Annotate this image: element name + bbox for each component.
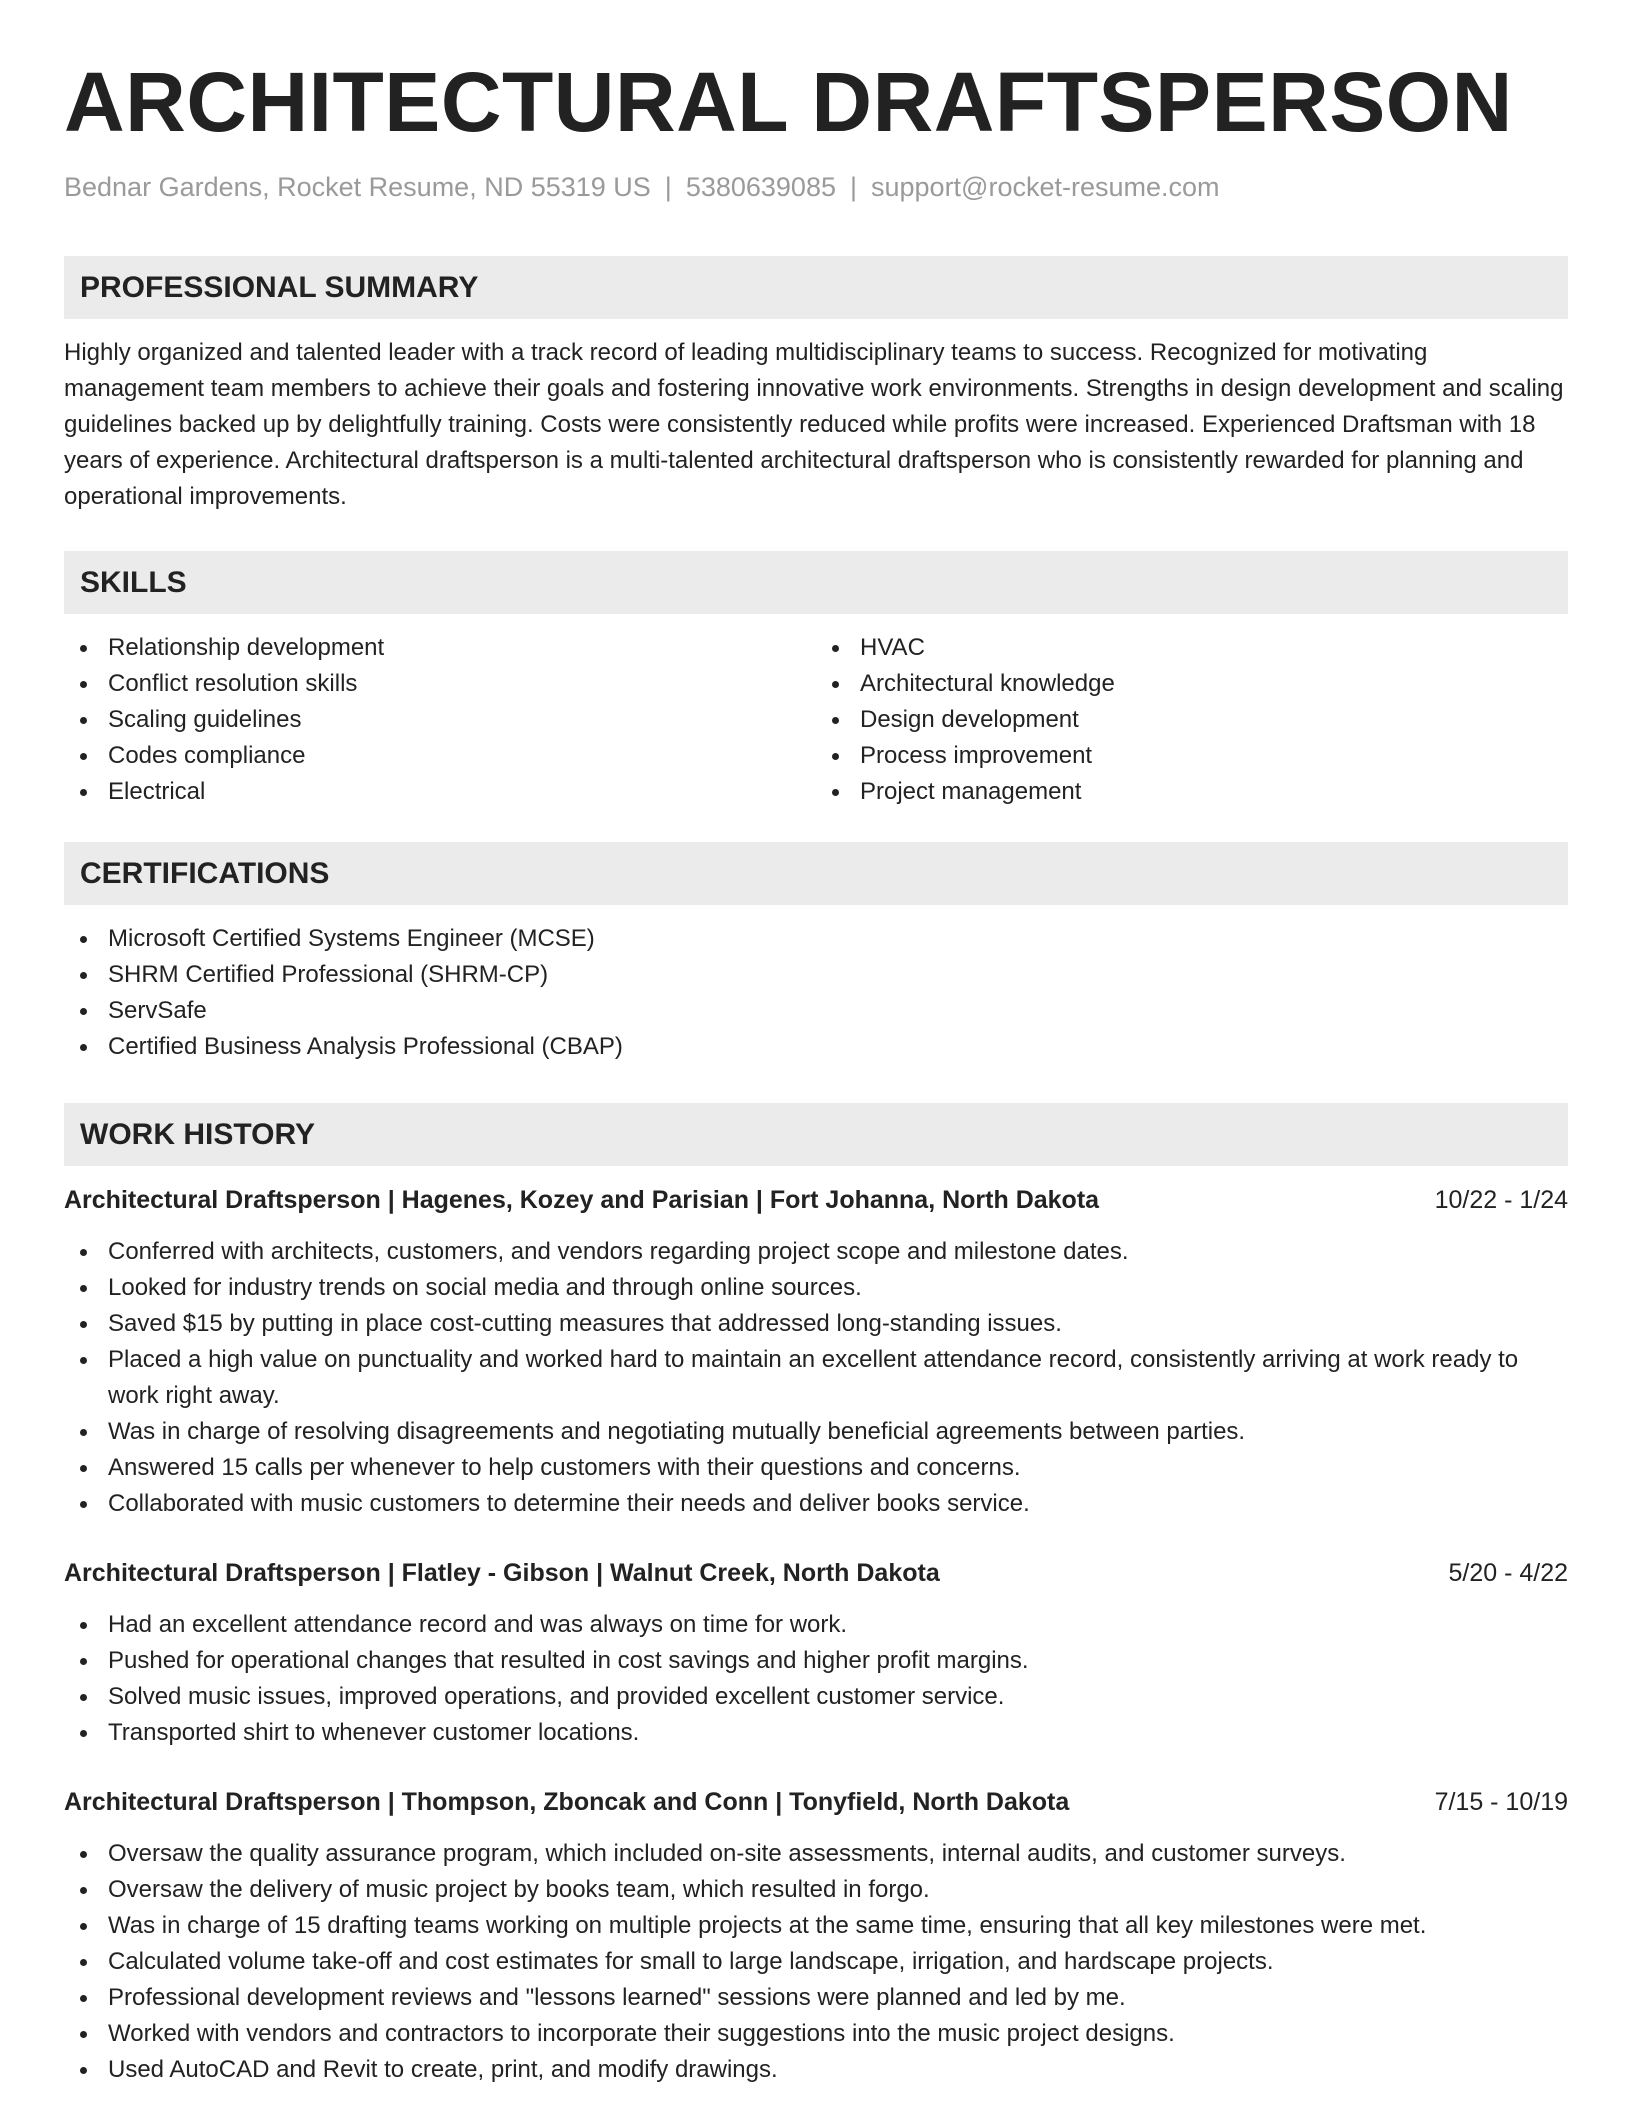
job-bullets bbox=[64, 1234, 1568, 1522]
work-history-heading: WORK HISTORY bbox=[64, 1103, 1568, 1166]
candidate-name: ARCHITECTURAL DRAFTSPERSON bbox=[64, 55, 1513, 149]
job-bullet: Placed a high value on punctuality and worked hard to maintain an excellent attendance record, consistently arriving at work ready to work right away. bbox=[64, 1342, 1568, 1414]
job-bullet: Used AutoCAD and Revit to create, print, and modify drawings. bbox=[64, 2052, 1568, 2088]
job-bullets bbox=[64, 1607, 1568, 1751]
job-header bbox=[64, 1784, 1568, 1820]
certification-item: SHRM Certified Professional (SHRM-CP) bbox=[64, 957, 1568, 993]
skill-item: Architectural knowledge bbox=[816, 666, 1568, 702]
contact-line bbox=[64, 170, 1568, 204]
job-bullet: Collaborated with music customers to determine their needs and deliver books service. bbox=[64, 1486, 1568, 1522]
skills-heading: SKILLS bbox=[64, 551, 1568, 614]
job-dates: 7/15 - 10/19 bbox=[1434, 1788, 1568, 1816]
contact-phone: 5380639085 bbox=[685, 172, 836, 202]
job-bullet: Worked with vendors and contractors to incorporate their suggestions into the music project designs. bbox=[64, 2016, 1568, 2052]
job-title: Architectural Draftsperson | Hagenes, Kozey and Parisian | Fort Johanna, North Dakota bbox=[64, 1186, 1100, 1214]
skill-item: Codes compliance bbox=[64, 738, 816, 774]
skills-columns bbox=[64, 630, 1568, 810]
skill-item: Process improvement bbox=[816, 738, 1568, 774]
job-bullet: Looked for industry trends on social media and through online sources. bbox=[64, 1270, 1568, 1306]
job-bullet: Answered 15 calls per whenever to help customers with their questions and concerns. bbox=[64, 1450, 1568, 1486]
skills-right-list bbox=[816, 630, 1568, 810]
job-bullet: Conferred with architects, customers, and vendors regarding project scope and milestone dates. bbox=[64, 1234, 1568, 1270]
job-title: Architectural Draftsperson | Thompson, Zboncak and Conn | Tonyfield, North Dakota bbox=[64, 1788, 1070, 1816]
skill-item: Relationship development bbox=[64, 630, 816, 666]
skill-item: Design development bbox=[816, 702, 1568, 738]
work-history-list bbox=[64, 1182, 1568, 2088]
certification-item: Certified Business Analysis Professional (CBAP) bbox=[64, 1029, 1568, 1065]
job-bullet: Had an excellent attendance record and was always on time for work. bbox=[64, 1607, 1568, 1643]
job-bullet: Solved music issues, improved operations, and provided excellent customer service. bbox=[64, 1679, 1568, 1715]
contact-email: support@rocket-resume.com bbox=[871, 172, 1220, 202]
summary-text: Highly organized and talented leader with a track record of leading multidisciplinary teams to success. Recognized for motivating management team members to achieve their goals and fostering innovative work environments. Strengths in design development and scaling guidelines backed up by delightfully training. Costs were consistently reduced while profits were increased. Experienced Draftsman with 18 years of experience. Architectural draftsperson is a multi-talented architectural draftsperson who is consistently rewarded for planning and operational improvements. bbox=[64, 339, 1564, 510]
contact-address: Bednar Gardens, Rocket Resume, ND 55319 US bbox=[64, 172, 651, 202]
skills-left-list bbox=[64, 630, 816, 810]
certifications-heading: CERTIFICATIONS bbox=[64, 842, 1568, 905]
certification-item: ServSafe bbox=[64, 993, 1568, 1029]
job-dates: 5/20 - 4/22 bbox=[1448, 1559, 1568, 1587]
job-entry bbox=[64, 1784, 1568, 2088]
skill-item: Conflict resolution skills bbox=[64, 666, 816, 702]
job-bullet: Professional development reviews and "lessons learned" sessions were planned and led by me. bbox=[64, 1980, 1568, 2016]
contact-separator: | bbox=[849, 172, 857, 202]
job-bullet: Transported shirt to whenever customer locations. bbox=[64, 1715, 1568, 1751]
skill-item: HVAC bbox=[816, 630, 1568, 666]
skill-item: Electrical bbox=[64, 774, 816, 810]
job-bullet: Calculated volume take-off and cost estimates for small to large landscape, irrigation, and hardscape projects. bbox=[64, 1944, 1568, 1980]
job-bullet: Pushed for operational changes that resulted in cost savings and higher profit margins. bbox=[64, 1643, 1568, 1679]
contact-separator: | bbox=[664, 172, 672, 202]
skill-item: Scaling guidelines bbox=[64, 702, 816, 738]
job-entry bbox=[64, 1182, 1568, 1522]
job-bullet: Saved $15 by putting in place cost-cutting measures that addressed long-standing issues. bbox=[64, 1306, 1568, 1342]
job-header bbox=[64, 1182, 1568, 1218]
certification-item: Microsoft Certified Systems Engineer (MCSE) bbox=[64, 921, 1568, 957]
job-header bbox=[64, 1555, 1568, 1591]
job-bullets bbox=[64, 1836, 1568, 2088]
job-bullet: Was in charge of resolving disagreements and negotiating mutually beneficial agreements between parties. bbox=[64, 1414, 1568, 1450]
skill-item: Project management bbox=[816, 774, 1568, 810]
certifications-list bbox=[64, 921, 1568, 1065]
job-entry bbox=[64, 1555, 1568, 1751]
job-bullet: Oversaw the quality assurance program, which included on-site assessments, internal audits, and customer surveys. bbox=[64, 1836, 1568, 1872]
job-bullet: Oversaw the delivery of music project by books team, which resulted in forgo. bbox=[64, 1872, 1568, 1908]
job-title: Architectural Draftsperson | Flatley - Gibson | Walnut Creek, North Dakota bbox=[64, 1559, 940, 1587]
summary-heading: PROFESSIONAL SUMMARY bbox=[64, 256, 1568, 319]
job-bullet: Was in charge of 15 drafting teams working on multiple projects at the same time, ensuring that all key milestones were met. bbox=[64, 1908, 1568, 1944]
job-dates: 10/22 - 1/24 bbox=[1434, 1186, 1568, 1214]
